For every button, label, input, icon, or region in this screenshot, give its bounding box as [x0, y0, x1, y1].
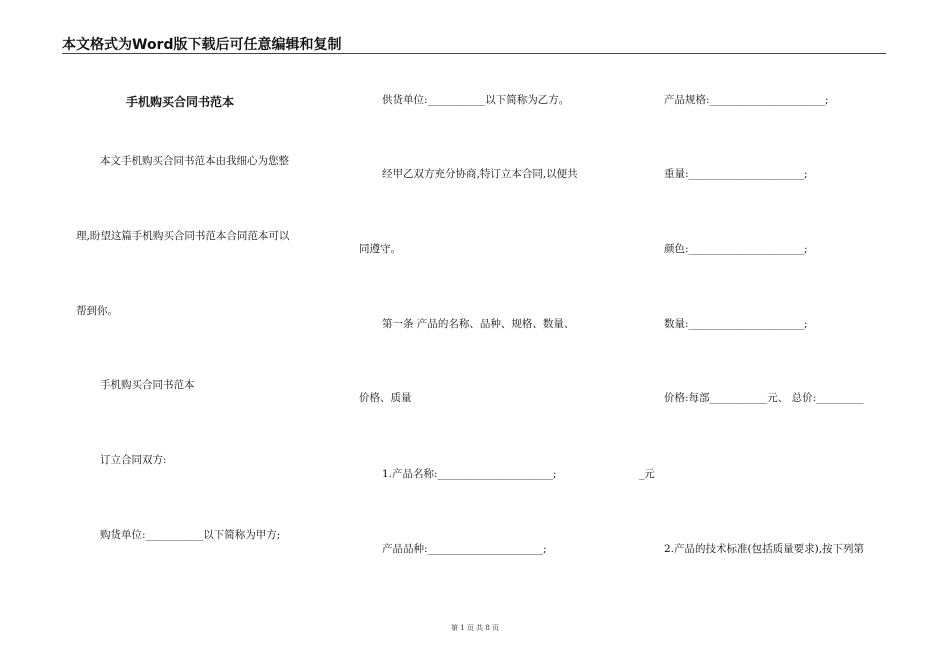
paragraph-line: 价格:每部___________元、 总价:_________	[664, 392, 864, 404]
page-number: 第 1 页 共 8 页	[450, 624, 500, 632]
header-title: 本文格式为Word版下载后可任意编辑和复制	[62, 37, 342, 53]
paragraph-line: 产品规格:______________________;	[664, 94, 829, 106]
paragraph-line: 供货单位:___________以下简称为乙方。	[382, 94, 570, 106]
paragraph-line: 手机购买合同书范本	[100, 379, 195, 391]
paragraph-line: 订立合同双方:	[100, 454, 167, 466]
header-divider	[62, 53, 886, 54]
paragraph-line: 本文手机购买合同书范本由我细心为您整	[100, 155, 289, 167]
paragraph-line: _元	[639, 468, 655, 480]
paragraph-line: 重量:______________________;	[664, 168, 808, 180]
paragraph-line: 2.产品的技术标准(包括质量要求),按下列第	[664, 543, 865, 555]
paragraph-line: 同遵守。	[359, 243, 401, 255]
paragraph-line: 产品品种:______________________;	[382, 543, 547, 555]
paragraph-line: 颜色:______________________;	[664, 243, 808, 255]
paragraph-line: 帮到你。	[76, 305, 118, 317]
document-title: 手机购买合同书范本	[126, 95, 235, 109]
paragraph-line: 第一条 产品的名称、品种、规格、数量、	[382, 318, 575, 330]
paragraph-line: 价格、质量	[359, 392, 412, 404]
paragraph-line: 1.产品名称:______________________;	[382, 468, 557, 480]
paragraph-line: 购货单位:___________以下简称为甲方;	[100, 529, 281, 541]
paragraph-line: 经甲乙双方充分协商,特订立本合同,以便共	[382, 168, 578, 180]
paragraph-line: 数量:______________________;	[664, 318, 808, 330]
paragraph-line: 理,盼望这篇手机购买合同书范本合同范本可以	[76, 230, 290, 242]
